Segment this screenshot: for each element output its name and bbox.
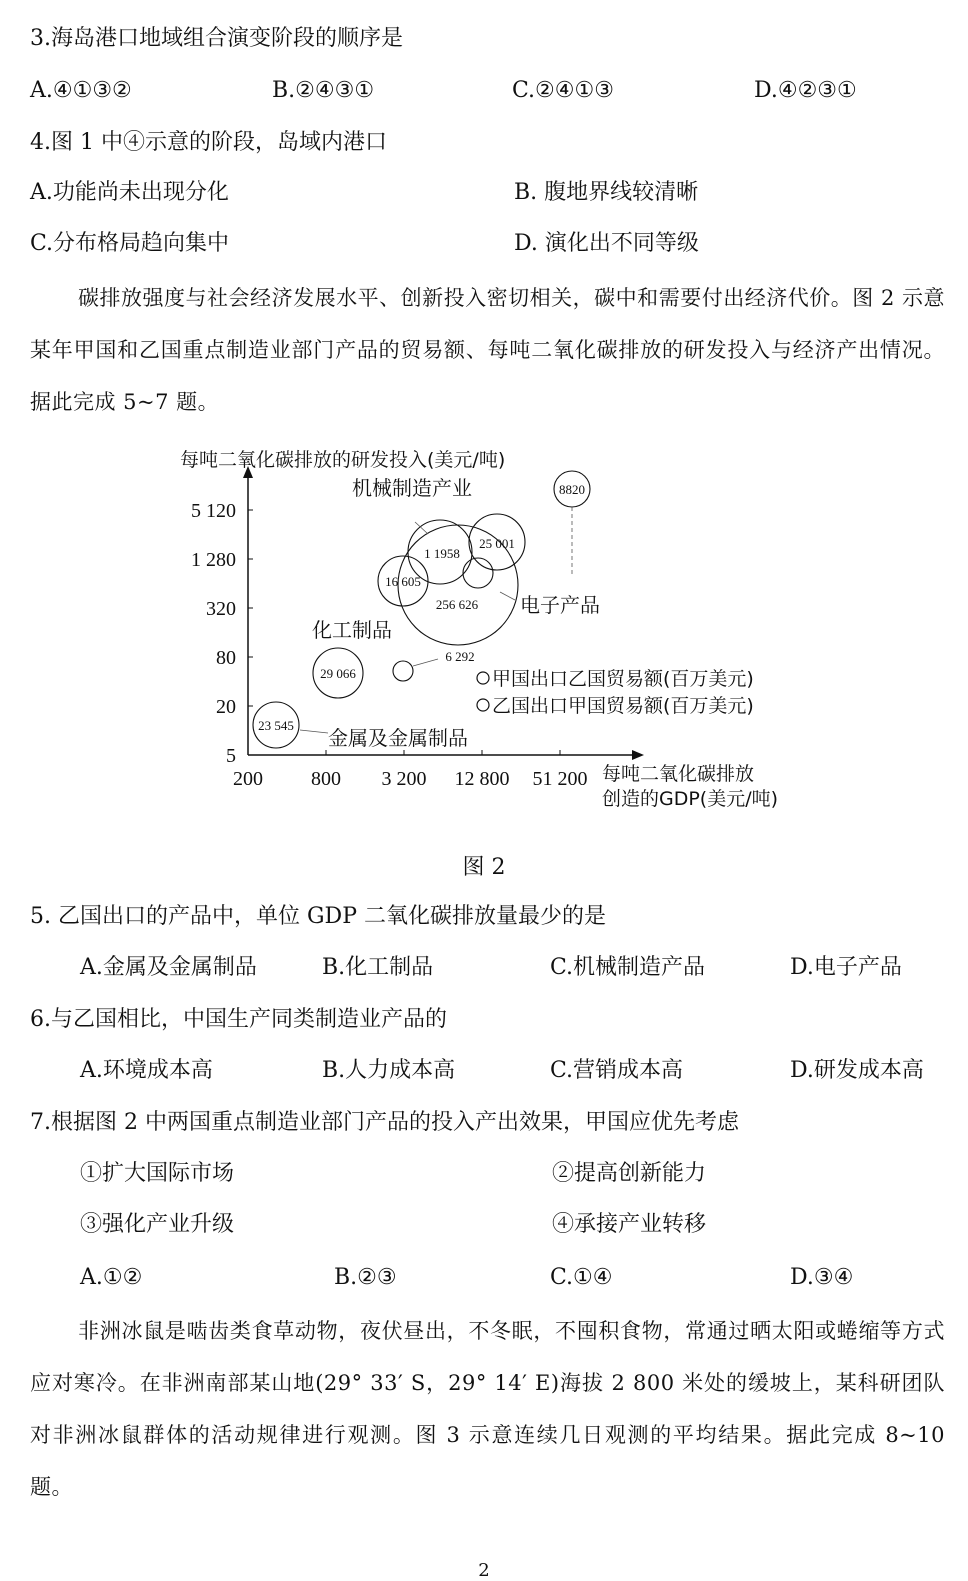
- q7-stem: 7.根据图 2 中两国重点制造业部门产品的投入产出效果，甲国应优先考虑: [30, 1110, 739, 1135]
- bubble-value-label: 256 626: [435, 597, 479, 612]
- q7-option-b: B.②③: [334, 1265, 397, 1290]
- legend-item-2: 乙国出口甲国贸易额(百万美元): [492, 695, 754, 717]
- q7-item-3: ③强化产业升级: [80, 1212, 235, 1237]
- y-tick-label: 320: [206, 598, 236, 620]
- q7-option-a: A.①②: [80, 1265, 143, 1290]
- x-axis-arrow: [632, 750, 644, 760]
- category-label-chemicals: 化工制品: [312, 618, 392, 642]
- leader-line: [413, 659, 438, 666]
- q4-option-d: D. 演化出不同等级: [514, 231, 699, 256]
- q5-option-d: D.电子产品: [790, 955, 902, 980]
- q6-option-a: A.环境成本高: [80, 1058, 213, 1083]
- x-tick-label: 3 200: [381, 768, 427, 790]
- y-tick-label: 5 120: [191, 500, 236, 522]
- y-tick-label: 80: [216, 647, 236, 669]
- q4-stem: 4.图 1 中④示意的阶段，岛域内港口: [30, 130, 387, 155]
- page-number: 2: [478, 1560, 490, 1581]
- q6-option-d: D.研发成本高: [790, 1058, 924, 1083]
- bubble-value-label: 29 066: [320, 666, 356, 681]
- x-axis-title-line2: 创造的GDP(美元/吨): [602, 788, 779, 810]
- figure-2-caption: 图 2: [462, 855, 506, 880]
- bubble: [393, 661, 413, 681]
- q3-option-b: B.②④③①: [272, 78, 375, 103]
- q7-option-d: D.③④: [790, 1265, 854, 1290]
- q6-stem: 6.与乙国相比，中国生产同类制造业产品的: [30, 1007, 447, 1032]
- x-tick-label: 200: [233, 768, 263, 790]
- q6-option-b: B.人力成本高: [322, 1058, 456, 1083]
- legend-item-1: 甲国出口乙国贸易额(百万美元): [492, 668, 754, 690]
- q5-option-b: B.化工制品: [322, 955, 434, 980]
- bubble-value-label: 25 001: [479, 536, 515, 551]
- y-tick-label: 5: [226, 745, 236, 767]
- intro-paragraph-8-10: [30, 1305, 945, 1513]
- q3-option-c: C.②④①③: [512, 78, 614, 103]
- y-tick-label: 20: [216, 696, 236, 718]
- bubble-value-label: 23 545: [258, 718, 294, 733]
- q4-option-a: A.功能尚未出现分化: [30, 180, 229, 205]
- intro-text-8-10: 非洲冰鼠是啮齿类食草动物，夜伏昼出，不冬眠，不囤积食物，常通过晒太阳或蜷缩等方式应对寒冷。在非洲南部某山地(29° 33′ S，29° 14′ E)海拔 2 800 米处的缓坡上，某科研团队对非洲冰鼠群体的活动规律进行观测。图 3 示意连续几日观测的平均结果。据此完成 8~10 题。: [30, 1319, 945, 1499]
- intro-paragraph-5-7: [30, 272, 945, 428]
- category-label-machinery: 机械制造产业: [352, 476, 472, 500]
- q7-item-1: ①扩大国际市场: [80, 1161, 235, 1186]
- legend-marker: [477, 672, 489, 684]
- legend-marker: [477, 699, 489, 711]
- q5-stem: 5. 乙国出口的产品中，单位 GDP 二氧化碳排放量最少的是: [30, 904, 606, 929]
- x-tick-label: 800: [311, 768, 341, 790]
- bubble-value-label: 6 292: [445, 649, 475, 664]
- q5-option-a: A.金属及金属制品: [80, 955, 257, 980]
- x-tick-label: 12 800: [454, 768, 510, 790]
- category-label-metals: 金属及金属制品: [328, 726, 468, 750]
- leader-line: [300, 730, 328, 733]
- q7-item-4: ④承接产业转移: [552, 1212, 707, 1237]
- x-tick-label: 51 200: [532, 768, 588, 790]
- bubble-value-label: 1 1958: [424, 546, 460, 561]
- y-tick-label: 1 280: [191, 549, 236, 571]
- category-label-electronics: 电子产品: [520, 593, 600, 617]
- bubble-value-label: 16 605: [385, 574, 421, 589]
- x-axis-title-line1: 每吨二氧化碳排放: [602, 763, 755, 785]
- intro-text-5-7: 碳排放强度与社会经济发展水平、创新投入密切相关，碳中和需要付出经济代价。图 2 示意某年甲国和乙国重点制造业部门产品的贸易额、每吨二氧化碳排放的研发投入与经济产出情况。据此完成 5~7 题。: [30, 286, 945, 414]
- q3-stem: 3.海岛港口地域组合演变阶段的顺序是: [30, 26, 403, 51]
- bubble-value-label: 8820: [559, 482, 585, 497]
- q4-option-c: C.分布格局趋向集中: [30, 231, 230, 256]
- q5-option-c: C.机械制造产品: [550, 955, 706, 980]
- q3-option-a: A.④①③②: [30, 78, 132, 103]
- q6-option-c: C.营销成本高: [550, 1058, 684, 1083]
- q4-option-b: B. 腹地界线较清晰: [514, 180, 699, 205]
- q7-item-2: ②提高创新能力: [552, 1161, 707, 1186]
- figure-2-chart: [170, 440, 820, 840]
- y-axis-title: 每吨二氧化碳排放的研发投入(美元/吨): [180, 449, 506, 471]
- q3-option-d: D.④②③①: [754, 78, 857, 103]
- q7-option-c: C.①④: [550, 1265, 613, 1290]
